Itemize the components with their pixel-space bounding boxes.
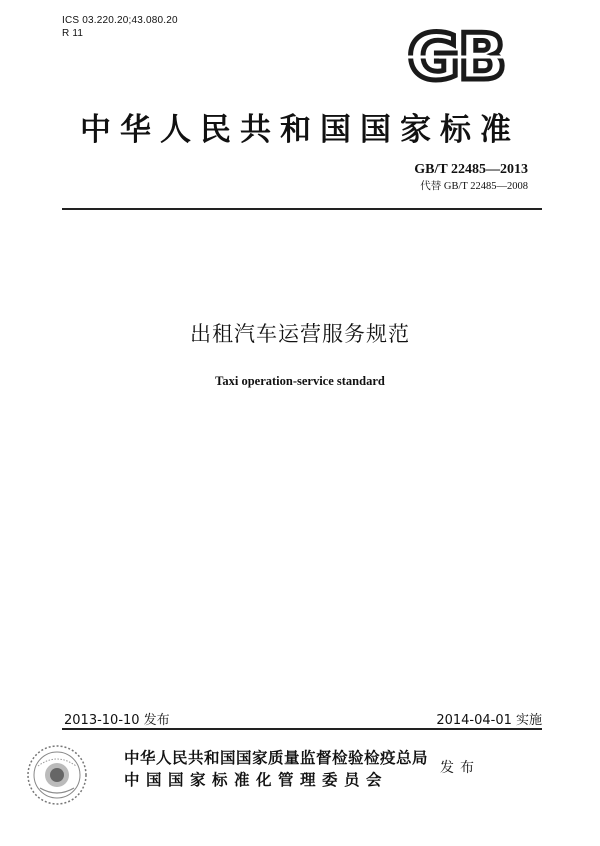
- replaces-standard: 代替 GB/T 22485—2008: [420, 181, 528, 192]
- standard-code: GB/T 22485—2013: [414, 162, 528, 177]
- issuer-line-1: 中华人民共和国国家质量监督检验检疫总局: [124, 749, 429, 767]
- classification-codes: [62, 14, 178, 40]
- national-standard-title: 中华人民共和国国家标准: [80, 112, 520, 148]
- bottom-divider: [62, 728, 542, 730]
- implementation-date: 2014-04-01 实施: [436, 713, 542, 728]
- top-divider: [62, 208, 542, 210]
- document-title-cn: 出租汽车运营服务规范: [190, 322, 410, 346]
- ccs-code: R 11: [62, 28, 84, 39]
- ics-code: ICS 03.220.20;43.080.20: [62, 15, 178, 26]
- publish-label: 发布: [440, 760, 480, 776]
- gb-logo-icon: [396, 24, 516, 90]
- issuer-line-2: 中国国家标准化管理委员会: [124, 771, 389, 789]
- issue-date: 2013-10-10 发布: [64, 713, 170, 728]
- gb-logo-text: GB: [407, 24, 505, 90]
- official-seal-icon: [26, 744, 88, 806]
- document-title-en: Taxi operation-service standard: [215, 374, 385, 388]
